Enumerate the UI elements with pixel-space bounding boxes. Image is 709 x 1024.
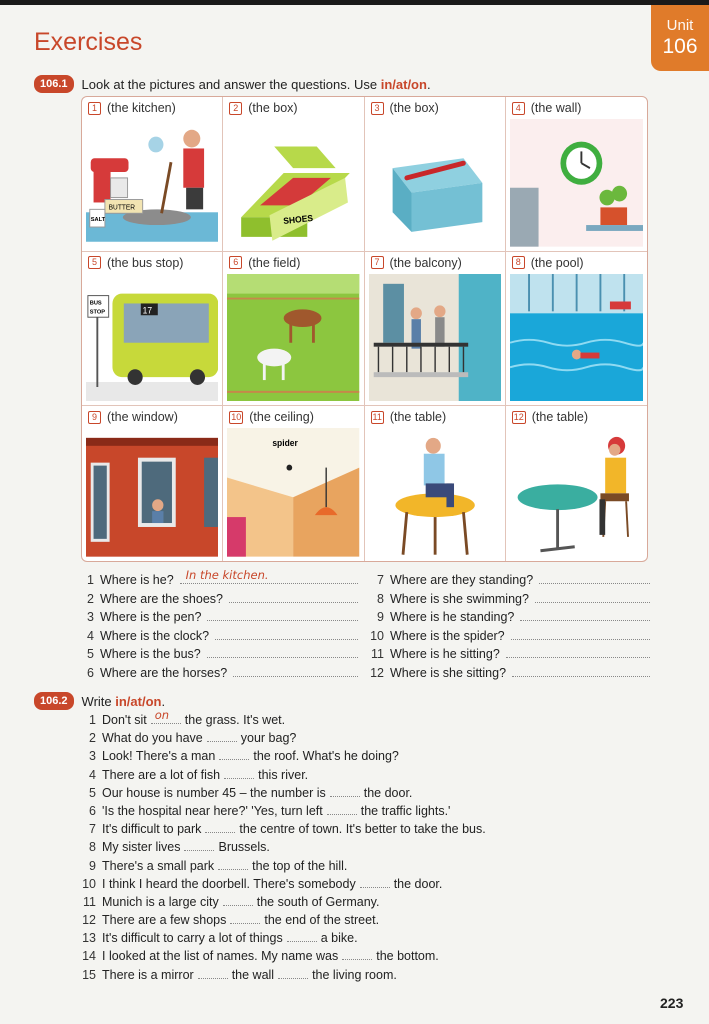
answer-field[interactable]	[207, 610, 358, 621]
answer-field[interactable]	[511, 629, 650, 640]
answer-field[interactable]	[512, 666, 650, 677]
answer-gap[interactable]	[207, 732, 237, 742]
fill-in-list	[78, 708, 486, 986]
butter-label: BUTTER	[108, 204, 136, 212]
answer-gap[interactable]	[360, 878, 390, 888]
spider-label: spider	[272, 437, 299, 449]
question-row: 6 Where are the horses?	[78, 666, 358, 685]
unit-label: Unit	[666, 17, 694, 34]
exercise-item: 11 Munich is a large city the south of Germany.	[83, 894, 380, 909]
answer-gap[interactable]	[230, 914, 260, 924]
salt-label: SALT	[90, 217, 106, 224]
exercise-item: 8 My sister lives Brussels.	[89, 840, 270, 855]
answer-field[interactable]	[207, 647, 358, 658]
exercise-badge: 106.1	[34, 75, 74, 93]
picture-window: 9 (the window)	[82, 406, 223, 561]
exercise-item: 13 It's difficult to carry a lot of things a bike.	[82, 931, 358, 946]
field-illustration	[227, 274, 359, 402]
stop-sign-label: STOP	[89, 308, 106, 315]
answer-gap[interactable]	[330, 787, 360, 797]
question-row: 5 Where is the bus?	[78, 647, 358, 666]
answer-field[interactable]	[539, 573, 650, 584]
exercise-instruction: Write in/at/on.	[81, 693, 166, 709]
answer-gap[interactable]	[184, 841, 214, 851]
questions-right	[368, 573, 650, 684]
answer-gap[interactable]	[342, 950, 372, 960]
answer-gap[interactable]	[218, 860, 248, 870]
picture-number: 1	[88, 102, 101, 115]
exercise-item: 3 Look! There's a man the roof. What's he doing?	[89, 749, 399, 764]
question-row: 1 Where is he? In the kitchen.	[78, 573, 358, 592]
exercise-instruction: Look at the pictures and answer the questions. Use in/at/on.	[81, 76, 431, 92]
picture-bus-stop: 5 (the bus stop) 17 BUS STOP	[82, 252, 223, 407]
picture-pen-box: 3 (the box)	[365, 97, 506, 252]
bus-sign-label: BUS	[89, 300, 102, 307]
wall-clock-illustration	[510, 119, 643, 247]
answer-gap[interactable]	[327, 805, 357, 815]
answer-field[interactable]	[180, 568, 358, 584]
answer-gap[interactable]	[278, 969, 308, 979]
exercise-badge: 106.2	[34, 692, 74, 710]
answer-field[interactable]	[535, 592, 650, 603]
shoes-label: SHOES	[283, 212, 314, 227]
picture-grid	[81, 96, 648, 562]
exercise-item: 5 Our house is number 45 – the number is the door.	[89, 785, 413, 800]
exercise-item: 4 There are a lot of fish this river.	[89, 767, 309, 782]
exercise-item: 14 I looked at the list of names. My name was the bottom.	[82, 949, 439, 964]
question-row: 9 Where is he standing?	[368, 610, 650, 629]
picture-field: 6 (the field)	[223, 252, 364, 407]
pool-illustration	[510, 274, 643, 402]
picture-balcony: 7 (the balcony)	[365, 252, 506, 407]
answer-gap[interactable]	[205, 823, 235, 833]
exercise-item: 10 I think I heard the doorbell. There's somebody the door.	[82, 876, 443, 891]
picture-shoebox: 2 (the box) SHOES	[223, 97, 364, 252]
picture-table-man: 11 (the table)	[365, 406, 506, 561]
question-row: 2 Where are the shoes?	[78, 592, 358, 611]
answer-gap[interactable]	[151, 708, 181, 724]
answer-gap[interactable]	[223, 896, 253, 906]
exercise-item: 6 'Is the hospital near here?' 'Yes, turn left the traffic lights.'	[89, 803, 451, 818]
exercise-item: 9 There's a small park the top of the hill.	[89, 858, 348, 873]
window-illustration	[86, 428, 218, 557]
answer-field[interactable]	[215, 629, 358, 640]
answer-field[interactable]	[229, 592, 358, 603]
exercise-item: 1 Don't sit on the grass. It's wet.	[89, 708, 286, 727]
shoebox-illustration	[227, 119, 359, 247]
pen-box-illustration	[369, 119, 501, 247]
question-row: 11 Where is he sitting?	[368, 647, 650, 666]
question-row: 4 Where is the clock?	[78, 629, 358, 648]
unit-number: 106	[662, 35, 698, 58]
question-row: 7 Where are they standing?	[368, 573, 650, 592]
bus-stop-illustration	[86, 274, 218, 402]
answer-text: on	[154, 708, 170, 722]
answer-field[interactable]	[506, 647, 650, 658]
answer-text: In the kitchen.	[185, 568, 269, 582]
question-row: 3 Where is the pen?	[78, 610, 358, 629]
table-woman-illustration	[510, 428, 643, 557]
page-title: Exercises	[34, 28, 143, 56]
answer-gap[interactable]	[219, 750, 249, 760]
kitchen-illustration	[86, 119, 218, 247]
exercise-item: 2 What do you have your bag?	[89, 731, 297, 746]
balcony-illustration	[369, 274, 501, 402]
ceiling-illustration	[227, 428, 359, 557]
answer-gap[interactable]	[224, 769, 254, 779]
picture-pool: 8 (the pool)	[506, 252, 647, 407]
table-man-illustration	[369, 428, 501, 557]
exercise-1-header	[34, 75, 431, 93]
answer-field[interactable]	[233, 666, 358, 677]
answer-field[interactable]	[520, 610, 650, 621]
picture-ceiling: 10 (the ceiling) spider	[223, 406, 364, 561]
question-row: 12 Where is she sitting?	[368, 666, 650, 685]
top-rule	[0, 0, 709, 5]
questions-left	[78, 568, 358, 684]
answer-gap[interactable]	[287, 932, 317, 942]
question-row: 8 Where is she swimming?	[368, 592, 650, 611]
question-row: 10 Where is the spider?	[368, 629, 650, 648]
exercise-item: 12 There are a few shops the end of the street.	[82, 913, 380, 928]
page-number: 223	[660, 995, 684, 1011]
picture-caption: (the kitchen)	[107, 101, 176, 115]
unit-tab	[651, 5, 709, 71]
picture-table-woman: 12 (the table)	[506, 406, 647, 561]
exercise-item: 7 It's difficult to park the centre of town. It's better to take the bus.	[89, 822, 486, 837]
bus-number: 17	[142, 304, 153, 315]
answer-gap[interactable]	[198, 969, 228, 979]
picture-kitchen	[82, 97, 223, 252]
exercise-2-header	[34, 692, 165, 710]
picture-wall-clock: 4 (the wall)	[506, 97, 647, 252]
exercise-item: 15 There is a mirror the wall the living room.	[82, 967, 397, 982]
